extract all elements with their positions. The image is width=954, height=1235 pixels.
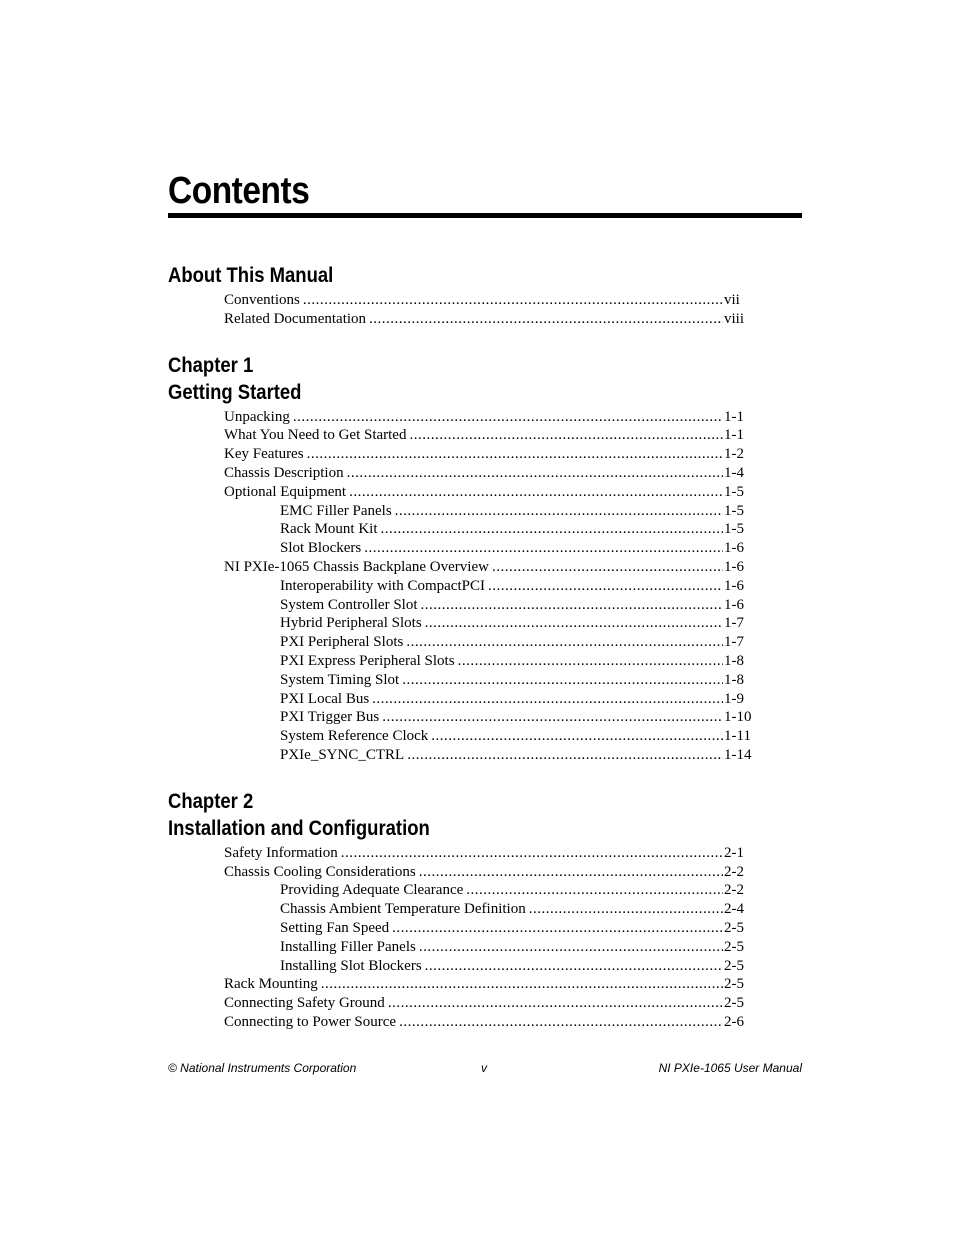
toc-entry-page: 1-5 (724, 483, 744, 500)
toc-entry[interactable] (168, 464, 754, 483)
table-of-contents (168, 262, 788, 1055)
toc-entry[interactable] (168, 614, 754, 633)
toc-entry-page: viii (724, 310, 745, 327)
dot-leader (382, 708, 723, 727)
toc-entry[interactable] (168, 957, 754, 976)
toc-entry-label: Chassis Description (224, 464, 344, 481)
toc-entry[interactable] (168, 483, 754, 502)
toc-entry-label: Slot Blockers (280, 540, 362, 557)
toc-entry-page: 2-5 (724, 957, 744, 974)
toc-entry-page: 1-7 (724, 634, 744, 651)
footer-page-number: v (481, 1061, 487, 1075)
toc-entry-label: PXI Express Peripheral Slots (280, 652, 455, 669)
toc-entry[interactable] (168, 690, 754, 709)
toc-entry-page: 1-7 (724, 615, 744, 632)
toc-entry[interactable] (168, 1013, 754, 1032)
toc-entry[interactable] (168, 919, 754, 938)
dot-leader (425, 957, 723, 976)
toc-entry-list (168, 291, 788, 329)
dot-leader (347, 464, 723, 483)
dot-leader (466, 881, 723, 900)
dot-leader (458, 652, 723, 671)
toc-entry[interactable] (168, 881, 754, 900)
dot-leader (421, 596, 723, 615)
toc-entry-label: Unpacking (224, 408, 290, 425)
toc-entry-page: 1-9 (724, 690, 744, 707)
toc-entry-label: PXIe_SYNC_CTRL (280, 746, 405, 763)
dot-leader (321, 975, 723, 994)
dot-leader (419, 863, 723, 882)
toc-entry-page: 1-6 (724, 577, 744, 594)
toc-entry-label: Related Documentation (224, 310, 367, 327)
toc-entry-page: 1-8 (724, 652, 744, 669)
toc-entry-label: Installing Slot Blockers (280, 957, 422, 974)
toc-entry[interactable] (168, 652, 754, 671)
footer-copyright: © National Instruments Corporation (168, 1061, 357, 1075)
toc-entry[interactable] (168, 539, 754, 558)
toc-entry[interactable] (168, 577, 754, 596)
toc-entry[interactable] (168, 291, 754, 310)
toc-entry[interactable] (168, 863, 754, 882)
toc-entry-label: Rack Mount Kit (280, 521, 378, 538)
dot-leader (407, 746, 723, 765)
dot-leader (406, 633, 723, 652)
dot-leader (529, 900, 723, 919)
dot-leader (341, 844, 723, 863)
toc-entry-page: 1-5 (724, 521, 744, 538)
dot-leader (372, 690, 723, 709)
footer-manual-title: NI PXIe-1065 User Manual (658, 1061, 802, 1075)
toc-section (168, 262, 788, 329)
dot-leader (409, 426, 723, 445)
toc-entry-label: What You Need to Get Started (224, 427, 407, 444)
toc-entry-label: Conventions (224, 292, 300, 308)
toc-section (168, 352, 788, 765)
toc-entry-label: EMC Filler Panels (280, 502, 392, 519)
toc-entry-page: 1-6 (724, 596, 744, 613)
toc-entry-label: Key Features (224, 446, 304, 463)
toc-entry-page: 2-5 (724, 976, 744, 993)
toc-entry-label: Chassis Ambient Temperature Definition (280, 901, 526, 918)
toc-entry-label: Safety Information (224, 844, 338, 861)
toc-entry[interactable] (168, 445, 754, 464)
toc-entry-list (168, 408, 788, 765)
toc-entry[interactable] (168, 708, 754, 727)
toc-entry[interactable] (168, 596, 754, 615)
dot-leader (303, 291, 723, 310)
toc-entry-page: 2-5 (724, 919, 744, 936)
toc-entry-page: 1-8 (724, 671, 744, 688)
toc-entry-page: 1-1 (724, 408, 744, 425)
toc-entry[interactable] (168, 558, 754, 577)
toc-entry-page: 2-5 (724, 995, 744, 1012)
page-title: Contents (168, 170, 310, 212)
toc-entry-label: Connecting Safety Ground (224, 995, 385, 1012)
section-heading: Installation and Configuration (168, 816, 430, 840)
toc-entry-label: Providing Adequate Clearance (280, 882, 464, 899)
toc-entry-page: vii (724, 292, 740, 308)
toc-entry-label: Interoperability with CompactPCI (280, 577, 485, 594)
toc-entry-label: NI PXIe-1065 Chassis Backplane Overview (224, 558, 489, 575)
toc-entry[interactable] (168, 746, 754, 765)
toc-entry-label: Optional Equipment (224, 483, 347, 500)
dot-leader (431, 727, 723, 746)
dot-leader (364, 539, 723, 558)
dot-leader (419, 938, 723, 957)
toc-entry-page: 1-5 (724, 502, 744, 519)
toc-entry[interactable] (168, 426, 754, 445)
toc-entry-label: System Controller Slot (280, 596, 418, 613)
dot-leader (392, 919, 723, 938)
section-heading: About This Manual (168, 264, 334, 287)
toc-entry[interactable] (168, 671, 754, 690)
toc-entry-page: 1-6 (724, 558, 744, 575)
toc-entry-page: 2-5 (724, 938, 744, 955)
toc-entry[interactable] (168, 938, 754, 957)
dot-leader (388, 994, 723, 1013)
dot-leader (369, 310, 723, 329)
dot-leader (349, 483, 723, 502)
dot-leader (395, 502, 723, 521)
toc-entry[interactable] (168, 844, 754, 863)
toc-entry-page: 2-1 (724, 844, 744, 861)
toc-entry-label: System Timing Slot (280, 671, 400, 688)
toc-entry-label: Connecting to Power Source (224, 1013, 397, 1030)
dot-leader (488, 577, 723, 596)
toc-entry-list (168, 844, 788, 1032)
toc-entry-page: 2-4 (724, 901, 744, 918)
toc-entry-page: 1-6 (724, 540, 744, 557)
toc-entry-page: 2-6 (724, 1013, 744, 1030)
toc-entry[interactable] (168, 502, 754, 521)
toc-entry-label: Setting Fan Speed (280, 919, 390, 936)
toc-entry-page: 1-14 (724, 746, 752, 763)
toc-entry-page: 1-4 (724, 464, 744, 481)
dot-leader (402, 671, 723, 690)
toc-entry-label: PXI Local Bus (280, 690, 370, 707)
toc-entry-label: Chassis Cooling Considerations (224, 863, 416, 880)
toc-entry[interactable] (168, 727, 754, 746)
page-footer (168, 1061, 802, 1079)
dot-leader (307, 445, 723, 464)
section-heading: Getting Started (168, 380, 302, 404)
toc-entry[interactable] (168, 633, 754, 652)
dot-leader (492, 558, 723, 577)
toc-entry-label: PXI Trigger Bus (280, 709, 380, 726)
dot-leader (293, 408, 723, 427)
toc-entry[interactable] (168, 975, 754, 994)
toc-section (168, 788, 788, 1032)
toc-entry-page: 2-2 (724, 863, 744, 880)
section-heading: Chapter 1 (168, 353, 254, 377)
section-heading: Chapter 2 (168, 789, 254, 813)
toc-entry[interactable] (168, 408, 754, 427)
dot-leader (381, 520, 724, 539)
dot-leader (399, 1013, 723, 1032)
toc-entry-page: 1-11 (724, 728, 751, 745)
toc-entry-label: PXI Peripheral Slots (280, 634, 404, 651)
toc-entry[interactable] (168, 994, 754, 1013)
toc-entry-page: 1-10 (724, 709, 752, 726)
toc-entry[interactable] (168, 900, 754, 919)
toc-entry[interactable] (168, 310, 754, 329)
toc-entry-label: System Reference Clock (280, 728, 429, 745)
toc-entry-label: Rack Mounting (224, 976, 318, 993)
title-rule (168, 213, 802, 218)
toc-entry[interactable] (168, 520, 754, 539)
dot-leader (425, 614, 723, 633)
toc-entry-page: 1-2 (724, 446, 744, 463)
toc-entry-label: Installing Filler Panels (280, 938, 416, 955)
toc-entry-page: 1-1 (724, 427, 744, 444)
toc-entry-page: 2-2 (724, 882, 744, 899)
toc-entry-label: Hybrid Peripheral Slots (280, 615, 422, 632)
